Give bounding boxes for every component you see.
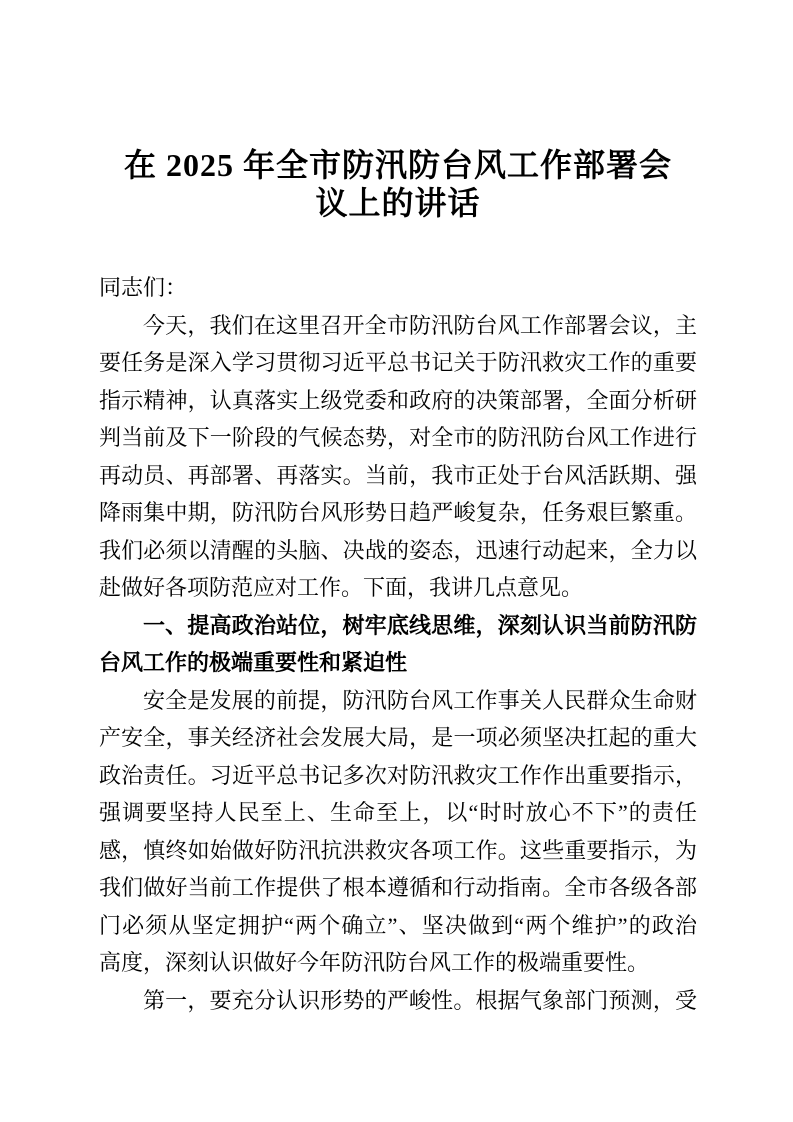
text-line: 台风工作的极端重要性和紧迫性: [99, 650, 408, 675]
text-line: 我们做好当前工作提供了根本遵循和行动指南。全市各级各部: [99, 875, 697, 900]
paragraph-3: [99, 982, 697, 1020]
text-line: 强调要坚持人民至上、生命至上，以“时时放心不下”的责任: [99, 800, 697, 825]
paragraph-2: [99, 682, 697, 982]
paragraph-1: [99, 307, 697, 607]
text-line: 同志们：: [99, 275, 188, 300]
title-line-1: 在 2025 年全市防汛防台风工作部署会: [123, 147, 672, 183]
text-line: 赴做好各项防范应对工作。下面，我讲几点意见。: [99, 575, 584, 600]
title-line-2: 议上的讲话: [315, 185, 481, 221]
text-line: 第一，要充分认识形势的严峻性。根据气象部门预测，受: [143, 987, 697, 1013]
text-line: 门必须从坚定拥护“两个确立”、坚决做到“两个维护”的政治: [99, 912, 697, 938]
text-line: 我们必须以清醒的头脑、决战的姿态，迅速行动起来，全力以: [99, 537, 697, 563]
text-line: 政治责任。习近平总书记多次对防汛救灾工作作出重要指示，: [99, 762, 697, 788]
text-line: 感，慎终如始做好防汛抗洪救灾各项工作。这些重要指示，为: [99, 837, 697, 863]
text-line: 要任务是深入学习贯彻习近平总书记关于防汛救灾工作的重要: [99, 350, 697, 375]
text-line: 降雨集中期，防汛防台风形势日趋严峻复杂，任务艰巨繁重。: [99, 500, 697, 525]
text-line: 一、提高政治站位，树牢底线思维，深刻认识当前防汛防: [143, 612, 697, 638]
document-body: [99, 269, 697, 1019]
text-line: 判当前及下一阶段的气候态势，对全市的防汛防台风工作进行: [99, 425, 697, 450]
text-line: 安全是发展的前提，防汛防台风工作事关人民群众生命财: [143, 687, 697, 713]
salutation: [99, 269, 697, 307]
section-heading-1: [99, 607, 697, 682]
text-line: 再动员、再部署、再落实。当前，我市正处于台风活跃期、强: [99, 462, 697, 488]
text-line: 高度，深刻认识做好今年防汛防台风工作的极端重要性。: [99, 950, 650, 975]
document-title: [99, 146, 697, 222]
text-line: 指示精神，认真落实上级党委和政府的决策部署，全面分析研: [99, 387, 697, 413]
text-line: 产安全，事关经济社会发展大局，是一项必须坚决扛起的重大: [99, 725, 697, 750]
text-line: 今天，我们在这里召开全市防汛防台风工作部署会议，主: [143, 312, 697, 338]
